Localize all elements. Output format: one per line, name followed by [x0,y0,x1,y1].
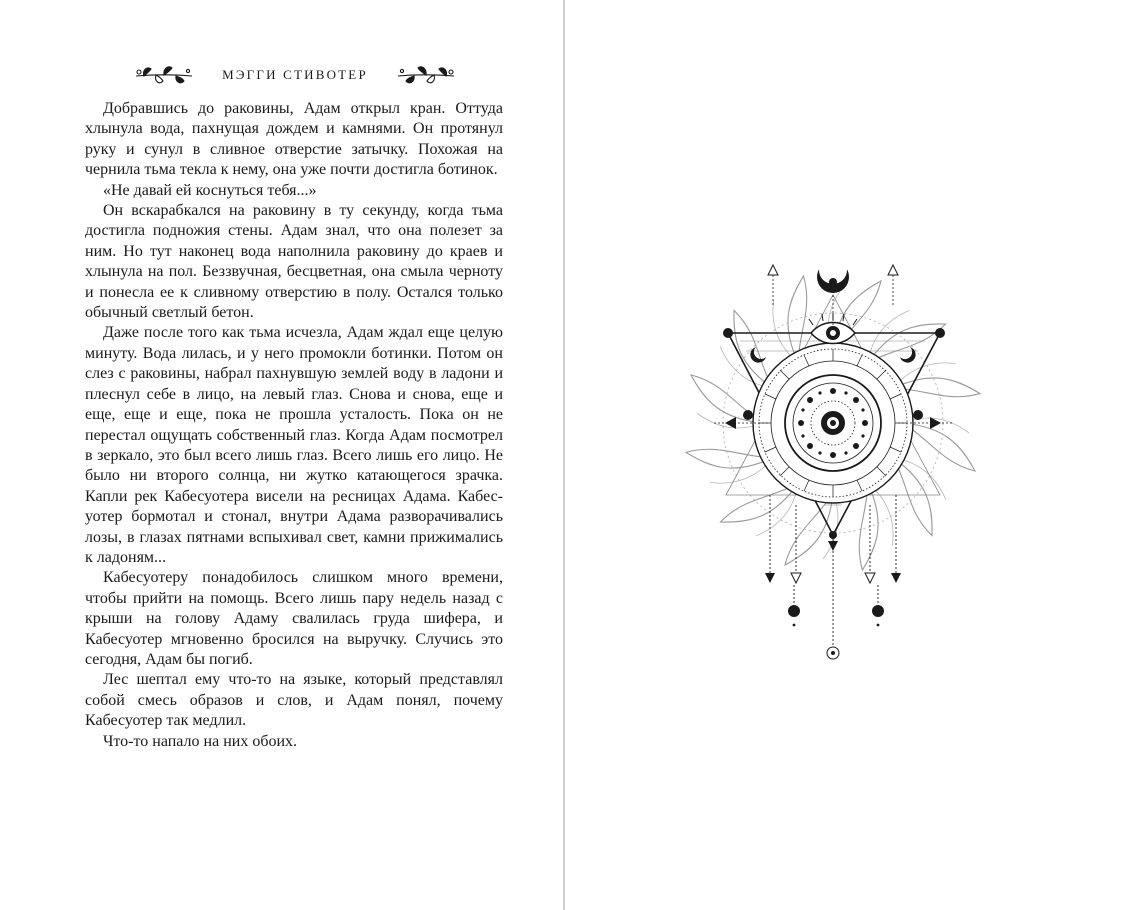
floral-branch-icon [134,61,194,89]
floral-branch-icon [396,61,456,89]
paragraph: Добравшись до раковины, Адам открыл кран. Оттуда хлынула вода, пахнущая дождем и камнями. Он протянул руку и сунул в сливное отверстие затычку. Похожая на чернила тьма текла к нему, она уже почти достигла ботинок. [85,100,503,179]
right-page [565,0,1130,910]
body-text [85,99,503,752]
paragraph: Даже после того как тьма исчезла, Адам ждал еще целую минуту. Вода лилась, и у него промокли ботинки. Потом он слез с раковины, набрал пахнувшую землей воду в ладони и плеснул себе в лицо, на левый глаз. Снова и снова, еще и еще, еще и еще, пока не прошла усталость. Пока он не перестал ощущать собственный глаз. Когда Адам посмотрел в зеркало, это был всего лишь глаз. Всего лишь его лицо. Не было ни второго солнца, ни жутко катающегося зрачка. Капли рек Кабесуотера висели на ресницах Адама. Кабесуотер бормотал и стонал, внутри Адама разворачивались лозы, в глазах пятнами вспыхивал свет, камни прижимались к ладоням... [85,324,503,566]
paragraph: Что-то напало на них обоих. [103,732,298,750]
paragraph: Лес шептал ему что-то на языке, который представлял собой смесь образов и слов, и Адам понял, почему Кабесуотер так медлил. [85,671,503,730]
running-head [85,60,505,90]
author-name: МЭГГИ СТИВОТЕР [222,67,368,82]
mystic-eye-triangle-illustration [670,255,1000,665]
paragraph: Кабесуотеру понадобилось слишком много времени, чтобы прийти на помощь. Всего лишь пару недель назад с крыши на голову Адаму свалилась груда шифера, и Кабесуотер мгновенно бросился на выручку. Случись это сегодня, Адам бы погиб. [85,569,503,668]
paragraph: «Не давай ей коснуться тебя...» [103,181,317,199]
left-page [0,0,563,910]
paragraph: Он вскарабкался на раковину в ту секунду, когда тьма достигла подножия стены. Адам знал, что она полезет за ним. Но тут наконец вода наполнила раковину до краев и хлынула на пол. Беззвучная, бесцветная, она смыла черноту и понесла ее к сливному отверстию в полу. Остался только обычный светлый бетон. [85,202,503,322]
